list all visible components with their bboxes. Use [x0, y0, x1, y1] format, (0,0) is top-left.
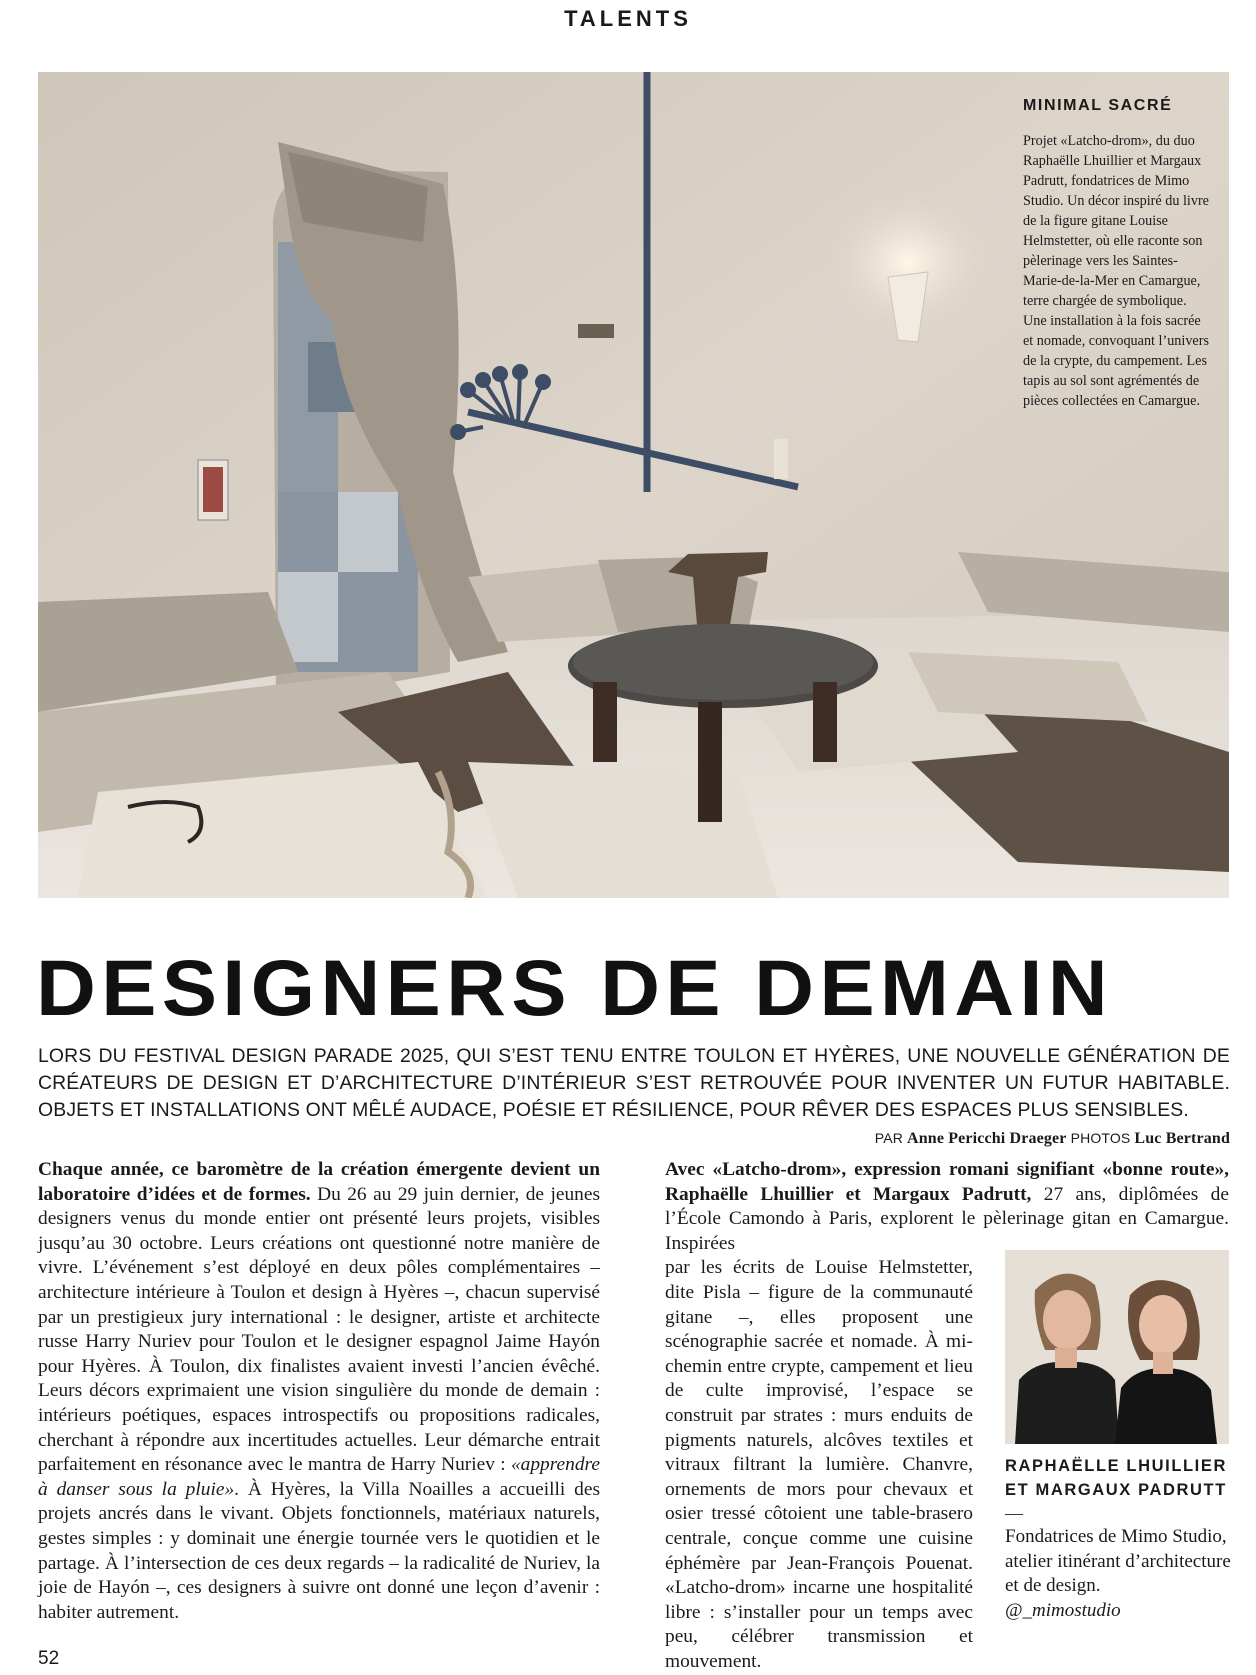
- page-number: 52: [38, 1648, 60, 1669]
- standfirst-text: LORS DU FESTIVAL DESIGN PARADE 2025, QUI S’EST TENU ENTRE TOULON ET HYÈRES, UNE NOUVELLE GÉNÉRATION DE CRÉATEURS DE DESIGN ET D’ARCHITECTURE D’INTÉRIEUR S’EST RETROUVÉE POUR INVENTER UN FUTUR HABITABLE. OBJETS ET INSTALLATIONS ONT MÊLÉ AUDACE, POÉSIE ET RÉSILIENCE, POUR RÊVER DES ESPACES PLUS SENSIBLES.: [38, 1045, 1230, 1121]
- photo-caption-text: Projet «Latcho-drom», du duo Raphaëlle Lhuillier et Margaux Padrutt, fondatrices de Mimo Studio. Un décor inspiré du livre de la figure gitane Louise Helmstetter, où elle raconte son pèlerinage vers les Saintes-Marie-de-la-Mer en Camargue, terre chargée de symbolique. Une installation à la fois sacrée et nomade, convoquant l’univers de la crypte, du campement. Les tapis au sol sont agrémentés de pièces collectées en Camargue.: [1023, 133, 1209, 409]
- byline: [875, 1125, 1230, 1152]
- byline-par: PAR: [874, 1130, 903, 1146]
- byline-photos: PHOTOS: [1070, 1130, 1131, 1146]
- left-body-1: Du 26 au 29 juin dernier, de jeunes designers venus du monde entier ont présenté leurs projets, visibles jusqu’au 30 octobre. Leurs créations ont questionné notre manière de vivre. L’événement s’est déployé en deux pôles complémentaires – architecture intérieure à Toulon et design à Hyères –, chacun supervisé par un prestigieux jury international : le designer, artiste et architecte russe Harry Nuriev pour Toulon et le designer espagnol Jaime Hayón pour Hyères. À Toulon, dix finalistes avaient investi l’ancien évêché. Leurs décors exprimaient une vision singulière du monde de demain : intérieurs poétiques, espaces introspectifs ou propositions radicales, cherchant à répondre aux incertitudes actuelles. Leur démarche entrait parfaitement en résonance avec le mantra de Harry Nuriev :: [38, 1183, 601, 1476]
- article-column-left: [38, 1158, 600, 1625]
- photo-caption-title: MINIMAL SACRÉ: [1023, 97, 1173, 114]
- standfirst: [38, 1043, 1230, 1152]
- portrait-caption: [1005, 1454, 1235, 1623]
- right-body-full: 27 ans, diplômées de l’École Camondo à Paris, explorent le pèlerinage gitan en Camargue. Inspirées: [665, 1183, 1229, 1254]
- byline-photographer: Luc Bertrand: [1134, 1130, 1230, 1147]
- designers-portrait: [1005, 1250, 1229, 1444]
- portrait-names: RAPHAËLLE LHUILLIER ET MARGAUX PADRUTT: [1005, 1457, 1227, 1499]
- section-label: TALENTS: [564, 6, 692, 31]
- photo-caption: [1023, 97, 1211, 411]
- right-body-narrow: par les écrits de Louise Helmstetter, dite Pisla – figure de la communauté gitane –, elles proposent une scénographie sacrée et nomade. À mi-chemin entre crypte, campement et lieu de culte improvisé, l’espace se construit par strates : murs enduits de pigments naturels, alcôves textiles et vitraux filtrant la lumière. Chanvre, ornements de mors pour chevaux et osier tressé côtoient une table-brasero centrale, conçue comme une cuisine éphémère par Jean-François Pouenat. «Latcho-drom» incarne une hospitalité libre : s’installer pour un temps avec peu, célébrer transmission et mouvement.: [665, 1257, 973, 1672]
- byline-author: Anne Pericchi Draeger: [907, 1130, 1067, 1147]
- right-lead: Avec «Latcho-drom», expression romani signifiant «bonne route», Raphaëlle Lhuillier et Margaux Padrutt,: [665, 1159, 1229, 1205]
- left-lead: Chaque année, ce baromètre de la création émergente devient un laboratoire d’idées et de formes.: [38, 1159, 600, 1205]
- left-body-2: . À Hyères, la Villa Noailles a accueilli des projets ancrés dans le vivant. Objets fonctionnels, matériaux naturels, gestes simples : y dominait une énergie tournée vers le quotidien et le partage. À l’intersection de ces deux regards – la radicalité de Nuriev, la joie de Hayón –, ces designers à suivre ont donné une leçon d’avenir : habiter autrement.: [38, 1478, 600, 1623]
- portrait-dash: —: [1005, 1503, 1023, 1523]
- portrait-description: Fondatrices de Mimo Studio, atelier itinérant d’architecture et de design.: [1005, 1526, 1231, 1596]
- nuriev-quote: «apprendre à danser sous la pluie»: [38, 1454, 600, 1500]
- instagram-handle[interactable]: @_mimostudio: [1005, 1599, 1121, 1621]
- right-column-intro: [665, 1158, 1229, 1256]
- headline: DESIGNERS DE DEMAIN: [36, 943, 1113, 1032]
